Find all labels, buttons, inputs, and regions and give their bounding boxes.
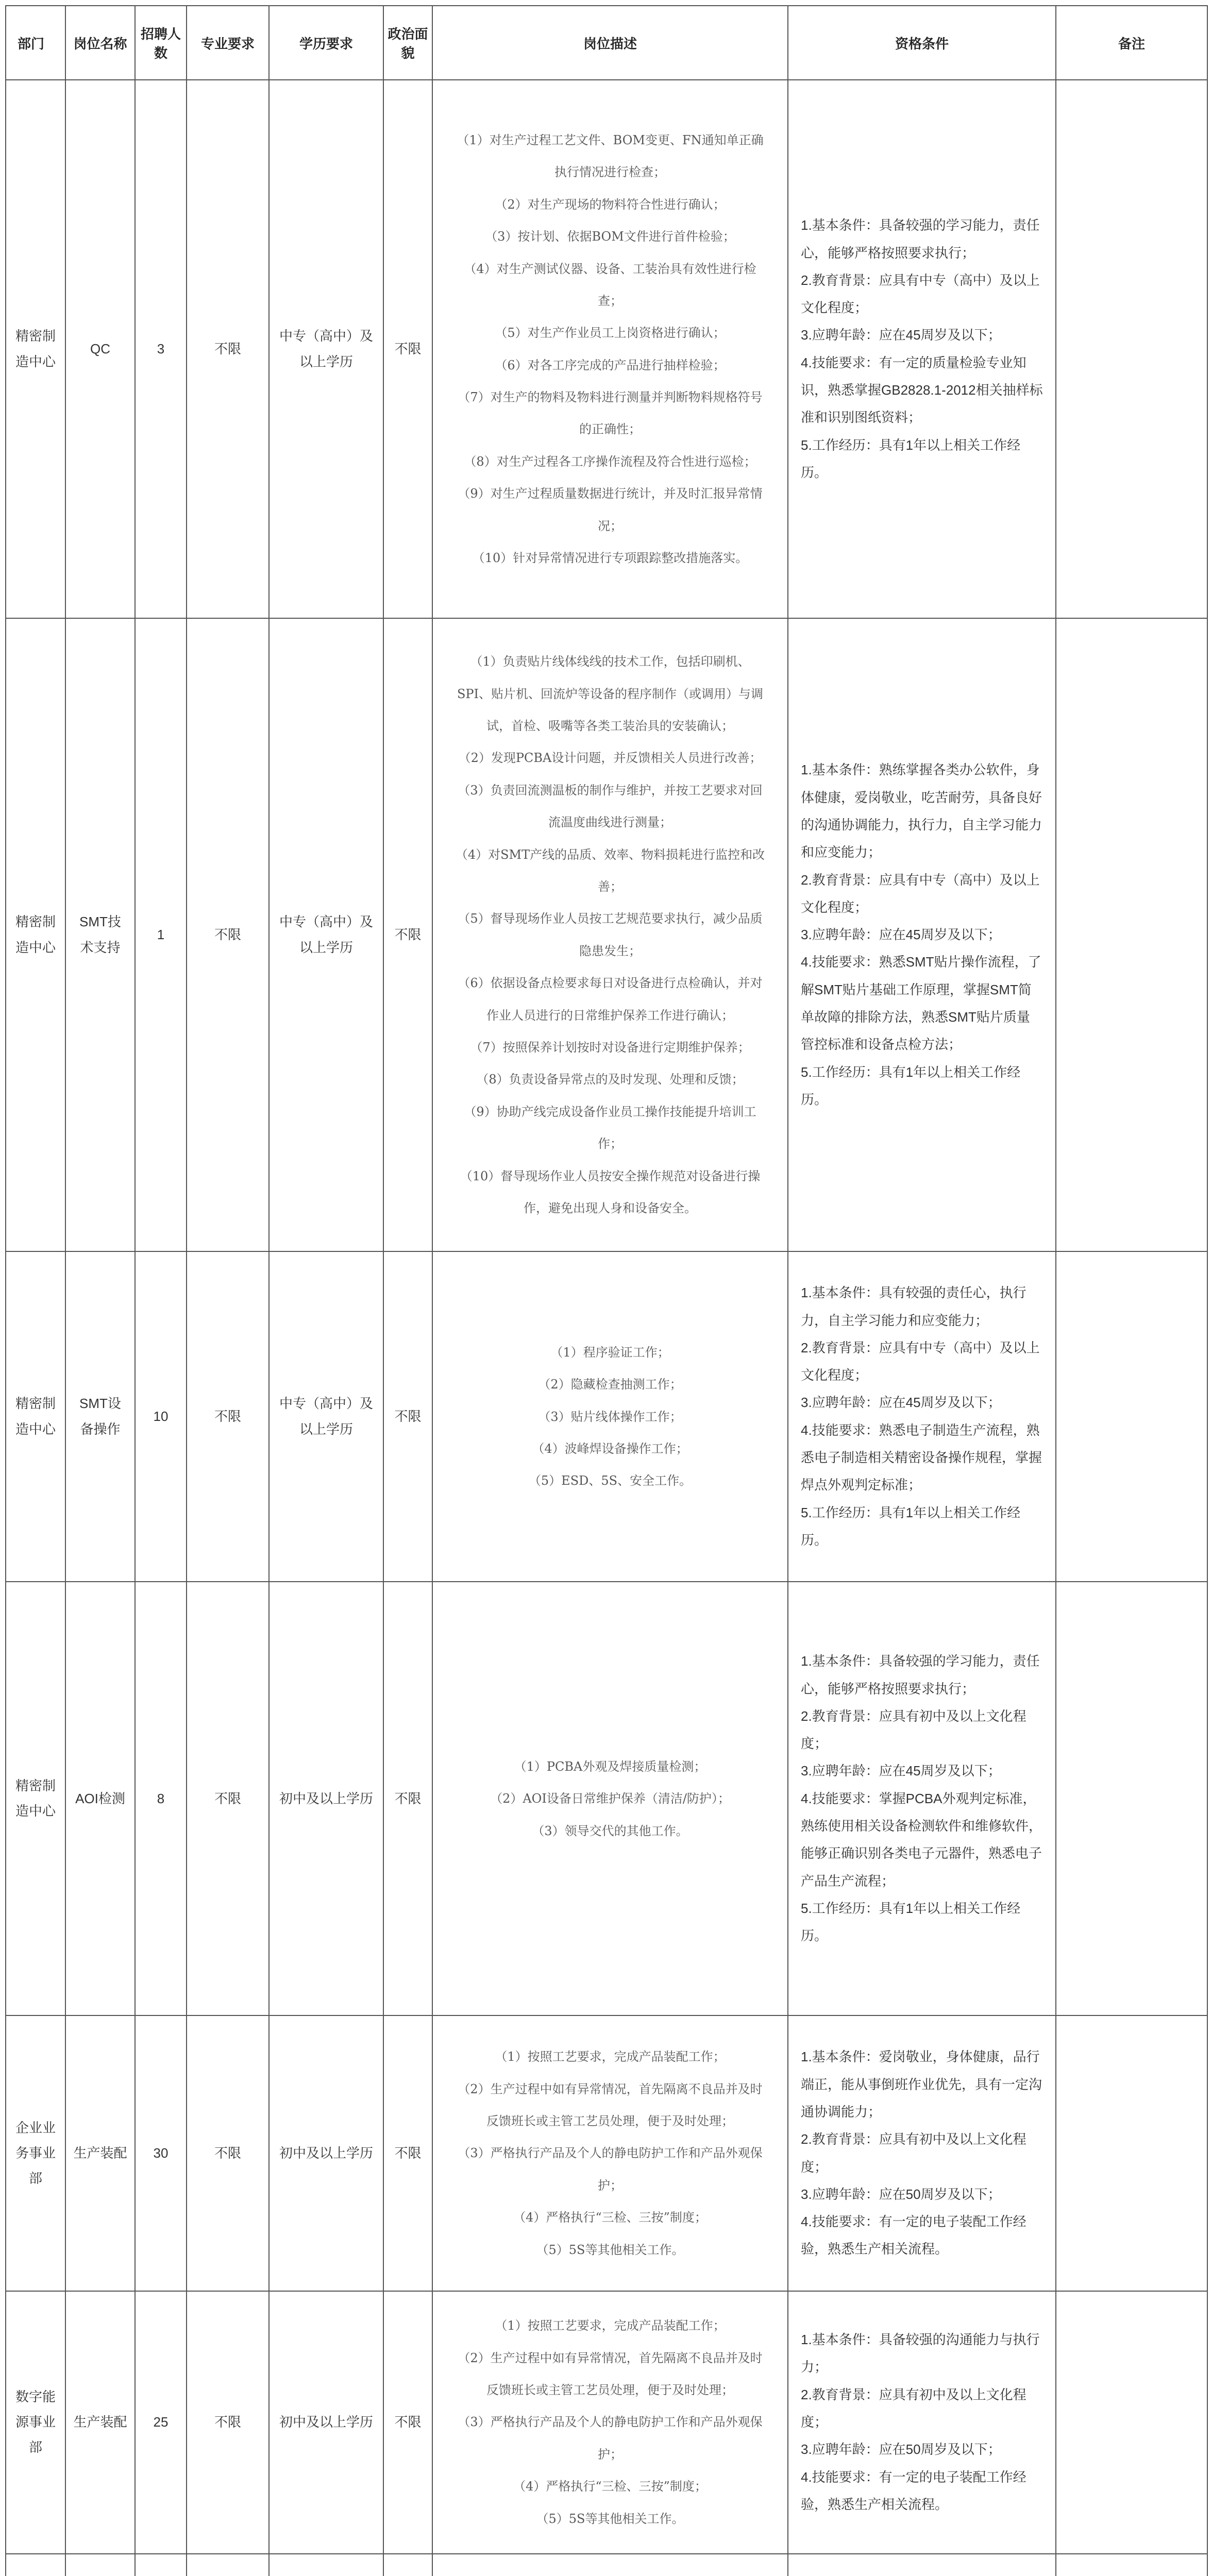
qual-line: 2.教育背景：应具有中专（高中）及以上文化程度； xyxy=(801,872,1040,915)
note-cell xyxy=(1056,1582,1207,2015)
desc-line: （1）负责贴片线体线线的技术工作，包括印刷机、SPI、贴片机、回流炉等设备的程序制作（或调用）与调试，首检、吸嘴等各类工装治具的安装确认； xyxy=(457,654,764,734)
position-cell: AOI检测 xyxy=(65,1582,135,2015)
edu-cell: 初中及以上学历 xyxy=(269,2015,383,2291)
note-cell xyxy=(1056,80,1207,618)
count-cell: 10 xyxy=(135,1251,187,1582)
desc-line: （5）对生产作业员工上岗资格进行确认； xyxy=(495,326,726,341)
note-cell xyxy=(1056,2015,1207,2291)
political-cell xyxy=(383,2554,432,2576)
dept-cell: 企业业务事业部 xyxy=(6,2015,65,2291)
dept-cell: 精密制造中心 xyxy=(6,1582,65,2015)
major-cell xyxy=(187,2554,269,2576)
note-cell xyxy=(1056,2554,1207,2576)
header-major: 专业要求 xyxy=(187,6,269,80)
desc-line: （3）严格执行产品及个人的静电防护工作和产品外观保护； xyxy=(458,2415,763,2462)
desc-line: （3）领导交代的其他工作。 xyxy=(532,1823,688,1838)
edu-cell: 中专（高中）及以上学历 xyxy=(269,80,383,618)
qual-line: 3.应聘年龄：应在45周岁及以下； xyxy=(801,1395,1001,1411)
desc-cell xyxy=(432,2554,788,2576)
desc-line: （6）对各工序完成的产品进行抽样检验； xyxy=(495,358,726,372)
desc-line: （3）贴片线体操作工作； xyxy=(538,1409,682,1424)
qual-line: 5.工作经历：具有1年以上相关工作经历。 xyxy=(801,1064,1021,1107)
political-cell: 不限 xyxy=(383,618,432,1251)
desc-line: （7）按照保养计划按时对设备进行定期维护保养； xyxy=(470,1040,750,1055)
qual-line: 2.教育背景：应具有初中及以上文化程度； xyxy=(801,2386,1026,2430)
desc-line: （9）对生产过程质量数据进行统计，并及时汇报异常情况； xyxy=(458,486,763,533)
qual-cell xyxy=(788,2554,1056,2576)
position-cell: SMT设备操作 xyxy=(65,1251,135,1582)
desc-line: （1）对生产过程工艺文件、BOM变更、FN通知单正确执行情况进行检查； xyxy=(457,132,764,180)
dept-cell: 精密制造中心 xyxy=(6,1251,65,1582)
major-cell: 不限 xyxy=(187,1251,269,1582)
note-cell xyxy=(1056,618,1207,1251)
note-cell xyxy=(1056,1251,1207,1582)
header-political: 政治面貌 xyxy=(383,6,432,80)
qual-cell xyxy=(788,80,1056,618)
qual-line: 2.教育背景：应具有中专（高中）及以上文化程度； xyxy=(801,1340,1040,1383)
major-cell: 不限 xyxy=(187,1582,269,2015)
desc-line: （8）负责设备异常点的及时发现、处理和反馈； xyxy=(476,1072,744,1087)
desc-line: （5）5S等其他相关工作。 xyxy=(536,2511,684,2526)
qual-cell xyxy=(788,1582,1056,2015)
desc-line: （5）督导现场作业人员按工艺规范要求执行，减少品质隐患发生； xyxy=(458,911,763,958)
edu-cell xyxy=(269,2554,383,2576)
desc-line: （2）对生产现场的物料符合性进行确认； xyxy=(495,197,726,212)
qual-line: 5.工作经历：具有1年以上相关工作经历。 xyxy=(801,437,1021,480)
political-cell: 不限 xyxy=(383,2291,432,2554)
desc-line: （1）按照工艺要求，完成产品装配工作； xyxy=(495,2049,726,2064)
table-row xyxy=(6,1251,1207,1582)
qual-line: 4.技能要求：掌握PCBA外观判定标准，熟练使用相关设备检测软件和维修软件，能够正确识别各类电子元器件，熟悉电子产品生产流程； xyxy=(801,1790,1042,1889)
desc-line: （2）发现PCBA设计问题，并反馈相关人员进行改善； xyxy=(458,751,762,766)
desc-line: （2）AOI设备日常维护保养（清洁/防护）； xyxy=(490,1791,730,1806)
desc-line: （1）PCBA外观及焊接质量检测； xyxy=(514,1759,706,1774)
desc-line: （4）严格执行“三检、三按”制度； xyxy=(513,2210,707,2225)
qual-line: 3.应聘年龄：应在45周岁及以下； xyxy=(801,1763,1001,1779)
header-desc: 岗位描述 xyxy=(432,6,788,80)
table-row xyxy=(6,1582,1207,2015)
dept-cell: 精密制造中心 xyxy=(6,618,65,1251)
major-cell: 不限 xyxy=(187,2015,269,2291)
desc-line: （4）严格执行“三检、三按”制度； xyxy=(513,2479,707,2494)
desc-cell xyxy=(432,2015,788,2291)
qual-line: 2.教育背景：应具有中专（高中）及以上文化程度； xyxy=(801,272,1040,316)
position-cell: 生产装配 xyxy=(65,2015,135,2291)
position-cell: SMT技术支持 xyxy=(65,618,135,1251)
count-cell: 3 xyxy=(135,80,187,618)
header-dept: 部门 xyxy=(6,6,65,80)
desc-line: （2）生产过程中如有异常情况，首先隔离不良品并及时反馈班长或主管工艺员处理，便于及时处理； xyxy=(458,2350,763,2398)
dept-cell: 精密制造中心 xyxy=(6,80,65,618)
major-cell: 不限 xyxy=(187,80,269,618)
table-row xyxy=(6,2554,1207,2576)
header-qual: 资格条件 xyxy=(788,6,1056,80)
qual-cell xyxy=(788,2015,1056,2291)
qual-line: 2.教育背景：应具有初中及以上文化程度； xyxy=(801,1708,1026,1752)
qual-line: 2.教育背景：应具有初中及以上文化程度； xyxy=(801,2131,1026,2175)
desc-line: （3）按计划、依据BOM文件进行首件检验； xyxy=(485,229,735,244)
desc-line: （2）生产过程中如有异常情况，首先隔离不良品并及时反馈班长或主管工艺员处理，便于及时处理； xyxy=(458,2081,763,2129)
qual-cell xyxy=(788,1251,1056,1582)
header-note: 备注 xyxy=(1056,6,1207,80)
desc-cell xyxy=(432,1582,788,2015)
political-cell: 不限 xyxy=(383,2015,432,2291)
desc-line: （1）按照工艺要求，完成产品装配工作； xyxy=(495,2318,726,2333)
edu-cell: 中专（高中）及以上学历 xyxy=(269,618,383,1251)
edu-cell: 初中及以上学历 xyxy=(269,1582,383,2015)
desc-line: （2）隐藏检查抽测工作； xyxy=(538,1377,682,1392)
qual-line: 3.应聘年龄：应在50周岁及以下； xyxy=(801,2442,1001,2458)
position-cell xyxy=(65,2554,135,2576)
qual-line: 4.技能要求：有一定的电子装配工作经验，熟悉生产相关流程。 xyxy=(801,2469,1026,2512)
recruitment-table xyxy=(5,5,1208,2576)
table-row xyxy=(6,2015,1207,2291)
political-cell: 不限 xyxy=(383,1582,432,2015)
qual-line: 4.技能要求：熟悉SMT贴片操作流程，了解SMT贴片基础工作原理，掌握SMT简单故障的排除方法，熟悉SMT贴片质量管控标准和设备点检方法； xyxy=(801,954,1041,1053)
major-cell: 不限 xyxy=(187,2291,269,2554)
desc-line: （10）督导现场作业人员按安全操作规范对设备进行操作，避免出现人身和设备安全。 xyxy=(460,1168,761,1215)
table-header-row xyxy=(6,6,1207,80)
qual-line: 3.应聘年龄：应在45周岁及以下； xyxy=(801,327,1001,343)
desc-cell xyxy=(432,2291,788,2554)
desc-line: （6）依据设备点检要求每日对设备进行点检确认，并对作业人员进行的日常维护保养工作进行确认； xyxy=(458,976,763,1023)
desc-line: （3）严格执行产品及个人的静电防护工作和产品外观保护； xyxy=(458,2146,763,2193)
count-cell: 1 xyxy=(135,618,187,1251)
count-cell xyxy=(135,2554,187,2576)
desc-line: （3）负责回流测温板的制作与维护，并按工艺要求对回流温度曲线进行测量； xyxy=(458,783,763,830)
qual-line: 3.应聘年龄：应在50周岁及以下； xyxy=(801,2186,1001,2202)
qual-cell xyxy=(788,2291,1056,2554)
desc-line: （1）程序验证工作； xyxy=(550,1345,670,1360)
qual-line: 1.基本条件：具备较强的学习能力，责任心，能够严格按照要求执行； xyxy=(801,217,1040,261)
dept-cell: 数字能源事业部 xyxy=(6,2291,65,2554)
note-cell xyxy=(1056,2291,1207,2554)
qual-line: 1.基本条件：熟练掌握各类办公软件，身体健康，爱岗敬业，吃苦耐劳，具备良好的沟通协调能力，执行力，自主学习能力和应变能力； xyxy=(801,762,1042,860)
major-cell: 不限 xyxy=(187,618,269,1251)
count-cell: 25 xyxy=(135,2291,187,2554)
qual-line: 4.技能要求：有一定的电子装配工作经验，熟悉生产相关流程。 xyxy=(801,2214,1026,2257)
qual-line: 1.基本条件：具备较强的沟通能力与执行力； xyxy=(801,2332,1040,2375)
count-cell: 8 xyxy=(135,1582,187,2015)
desc-line: （7）对生产的物料及物料进行测量并判断物料规格符号的正确性； xyxy=(458,390,763,437)
qual-line: 4.技能要求：有一定的质量检验专业知识，熟悉掌握GB2828.1-2012相关抽样标准和识别图纸资料； xyxy=(801,354,1043,426)
header-edu: 学历要求 xyxy=(269,6,383,80)
table-row xyxy=(6,80,1207,618)
dept-cell xyxy=(6,2554,65,2576)
qual-line: 5.工作经历：具有1年以上相关工作经历。 xyxy=(801,1504,1021,1548)
desc-line: （4）波峰焊设备操作工作； xyxy=(532,1441,688,1456)
position-cell: 生产装配 xyxy=(65,2291,135,2554)
qual-line: 1.基本条件：具有较强的责任心，执行力，自主学习能力和应变能力； xyxy=(801,1285,1026,1328)
qual-cell xyxy=(788,618,1056,1251)
qual-line: 1.基本条件：爱岗敬业，身体健康，品行端正，能从事倒班作业优先，具有一定沟通协调能力； xyxy=(801,2049,1042,2120)
desc-line: （5）5S等其他相关工作。 xyxy=(536,2242,684,2257)
count-cell: 30 xyxy=(135,2015,187,2291)
desc-line: （5）ESD、5S、安全工作。 xyxy=(528,1473,692,1488)
desc-cell xyxy=(432,1251,788,1582)
qual-line: 5.工作经历：具有1年以上相关工作经历。 xyxy=(801,1900,1021,1944)
desc-line: （10）针对异常情况进行专项跟踪整改措施落实。 xyxy=(472,551,748,566)
desc-line: （4）对生产测试仪器、设备、工装治具有效性进行检查； xyxy=(464,261,756,308)
table-row xyxy=(6,618,1207,1251)
position-cell: QC xyxy=(65,80,135,618)
desc-cell xyxy=(432,80,788,618)
political-cell: 不限 xyxy=(383,1251,432,1582)
desc-line: （9）协助产线完成设备作业员工操作技能提升培训工作； xyxy=(464,1104,756,1151)
edu-cell: 中专（高中）及以上学历 xyxy=(269,1251,383,1582)
desc-line: （4）对SMT产线的品质、效率、物料损耗进行监控和改善； xyxy=(455,847,765,894)
header-position: 岗位名称 xyxy=(65,6,135,80)
header-count: 招聘人数 xyxy=(135,6,187,80)
desc-line: （8）对生产过程各工序操作流程及符合性进行巡检； xyxy=(464,454,756,469)
political-cell: 不限 xyxy=(383,80,432,618)
table-row xyxy=(6,2291,1207,2554)
qual-line: 3.应聘年龄：应在45周岁及以下； xyxy=(801,927,1001,943)
desc-cell xyxy=(432,618,788,1251)
edu-cell: 初中及以上学历 xyxy=(269,2291,383,2554)
qual-line: 4.技能要求：熟悉电子制造生产流程，熟悉电子制造相关精密设备操作规程，掌握焊点外观判定标准； xyxy=(801,1422,1042,1493)
qual-line: 1.基本条件：具备较强的学习能力，责任心，能够严格按照要求执行； xyxy=(801,1653,1040,1697)
